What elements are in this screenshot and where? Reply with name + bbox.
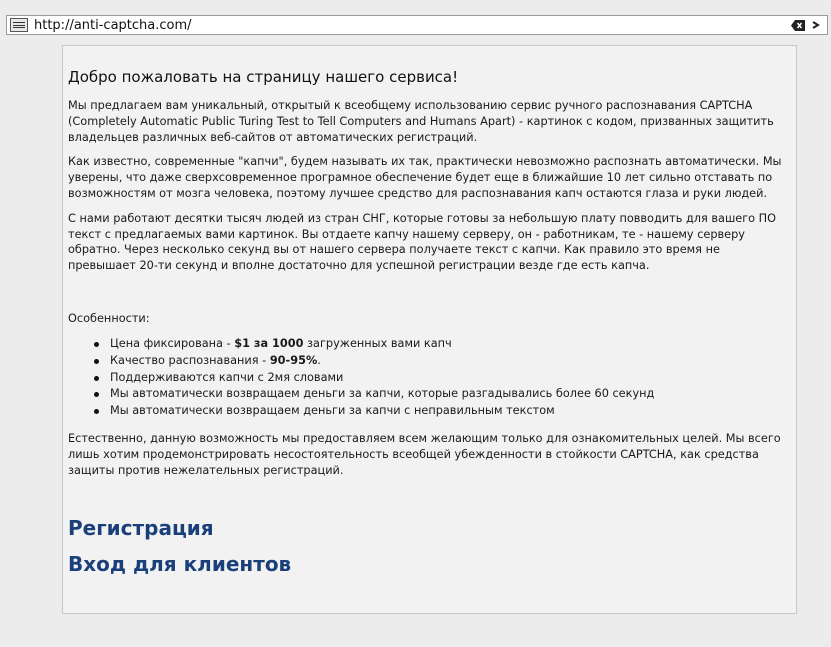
page-icon [10, 18, 28, 32]
bullet-icon [94, 342, 99, 347]
bullet-icon [94, 409, 99, 414]
feature-text: Мы автоматически возвращаем деньги за капчи с неправильным текстом [110, 404, 555, 418]
bullet-icon [94, 359, 99, 364]
main-content [68, 68, 791, 578]
features-label: Особенности: [68, 311, 150, 325]
workers-paragraph: С нами работают десятки тысяч людей из стран СНГ, которые готовы за небольшую плату повводить для вашего ПО текст с предлагаемых вами картинок. Вы отдаете капчу нашему серверу, он - работникам, те - нашему серверу обратно. Через несколько секунд вы от нашего сервера получаете текст с капчи. Как правило это время не превышает 20-ти секунд и вполне достаточно для успешной регистрации везде где есть капча. [68, 211, 777, 273]
welcome-heading: Добро пожаловать на страницу нашего сервиса! [68, 68, 459, 86]
clear-url-icon[interactable] [790, 17, 806, 33]
address-bar[interactable] [6, 15, 828, 35]
feature-bold: 90-95% [269, 353, 318, 367]
feature-item [110, 403, 791, 420]
feature-item [110, 370, 791, 387]
bullet-icon [94, 376, 99, 381]
links-block [68, 514, 791, 578]
feature-text: Цена фиксирована - [110, 336, 235, 350]
features-list [68, 336, 791, 420]
intro-paragraph: Мы предлагаем вам уникальный, открытый к всеобщему использованию сервис ручного распознавания CAPTCHA (Completely Automatic Public Turing Test to Tell Computers and Humans Apart) - картинок с кодом, призванных защитить владельцев различных веб-сайтов от автоматических регистраций. [68, 99, 774, 144]
feature-text: Мы автоматически возвращаем деньги за капчи, которые разгадывались более 60 секунд [110, 387, 655, 401]
url-input[interactable]: http://anti-captcha.com/ [34, 17, 192, 33]
client-login-link[interactable]: Вход для клиентов [68, 552, 292, 577]
feature-text: Качество распознавания - [110, 353, 270, 367]
closing-paragraph: Естественно, данную возможность мы предоставляем всем желающим только для ознакомительных целей. Мы всего лишь хотим продемонстрировать несостоятельность всеобщей убежденности в стойкости CAPTCHA, как средства защиты против нежелательных регистраций. [68, 431, 781, 477]
dropdown-arrow-icon[interactable] [810, 17, 822, 33]
feature-item [110, 386, 791, 403]
feature-text: . [317, 353, 321, 367]
content-panel [62, 45, 797, 614]
captcha-paragraph: Как известно, современные "капчи", будем называть их так, практически невозможно распознать автоматически. Мы уверены, что даже сверхсовременное програмное обеспечение будет еще в ближайшие 10 лет сильно отставать по возможностям от мозга человека, поэтому лучшее средство для распознавания капч остаются глаза и руки людей. [68, 155, 782, 200]
feature-item [110, 353, 791, 370]
feature-item [110, 336, 791, 353]
register-link[interactable]: Регистрация [68, 516, 214, 541]
feature-bold: $1 за 1000 [234, 336, 304, 350]
bullet-icon [94, 392, 99, 397]
feature-text: Поддерживаются капчи с 2мя словами [110, 370, 344, 384]
feature-text: загруженных вами капч [303, 336, 452, 350]
